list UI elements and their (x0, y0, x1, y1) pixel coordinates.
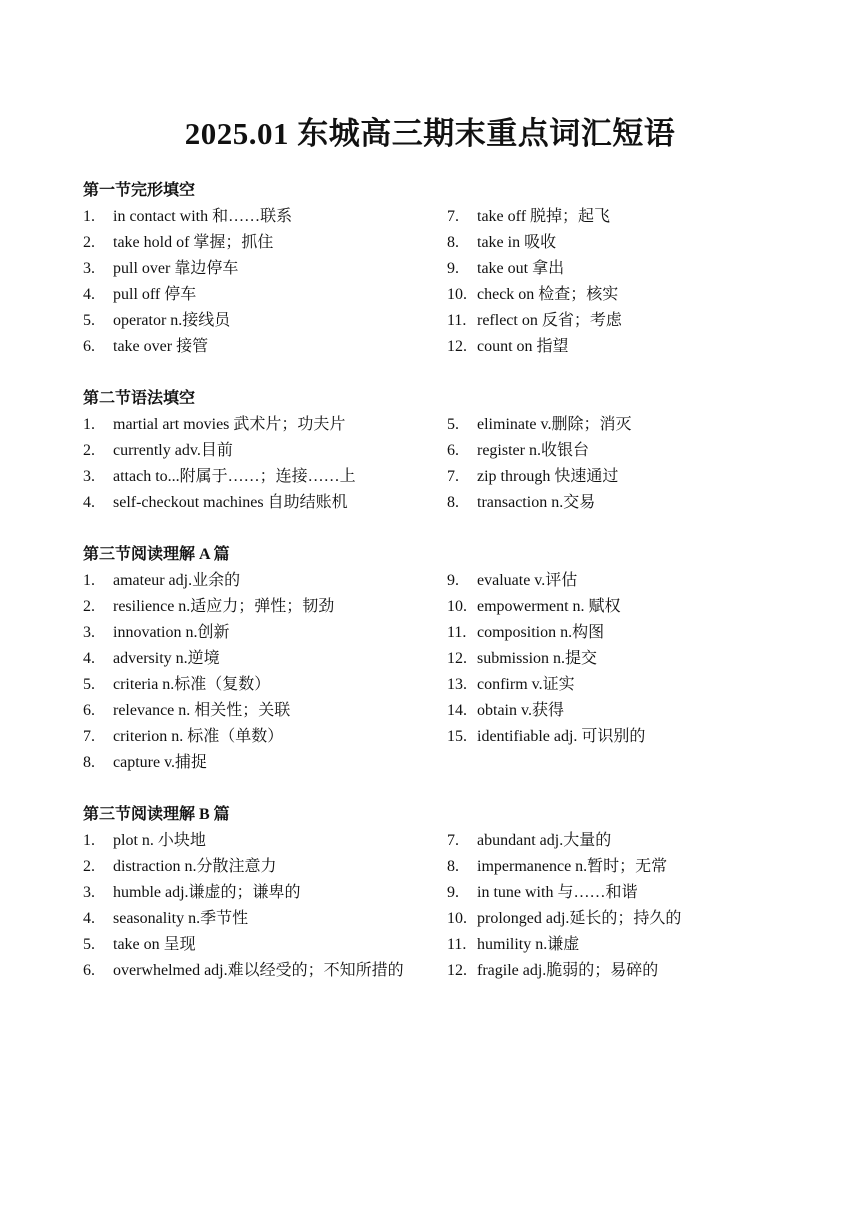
item-number: 8. (447, 234, 459, 251)
item-text: innovation n.创新 (113, 624, 230, 641)
list-item (447, 880, 787, 906)
list-item (83, 672, 423, 698)
item-number: 2. (83, 234, 95, 251)
list-item (447, 438, 787, 464)
item-text: count on 指望 (477, 338, 569, 355)
list-item (83, 204, 423, 230)
item-number: 12. (447, 650, 467, 667)
item-text: martial art movies 武术片；功夫片 (113, 416, 346, 433)
list-item (447, 828, 787, 854)
section-1 (83, 178, 783, 355)
item-text: take out 拿出 (477, 260, 565, 277)
list-item (83, 230, 423, 256)
list-item (447, 412, 787, 438)
list-item (83, 854, 423, 880)
item-number: 2. (83, 442, 95, 459)
section-3 (83, 542, 783, 771)
list-item (447, 594, 787, 620)
item-text: composition n.构图 (477, 624, 605, 641)
list-item (447, 698, 787, 724)
list-item (83, 880, 423, 906)
item-text: in contact with 和……联系 (113, 208, 293, 225)
item-text: take hold of 掌握；抓住 (113, 234, 274, 251)
item-number: 6. (83, 702, 95, 719)
section-4 (83, 802, 783, 979)
item-text: pull over 靠边停车 (113, 260, 239, 277)
item-number: 4. (83, 650, 95, 667)
item-number: 5. (83, 676, 95, 693)
list-item (447, 334, 787, 360)
section-heading: 第三节阅读理解 B 篇 (83, 806, 230, 823)
list-item (83, 308, 423, 334)
item-text: abundant adj.大量的 (477, 832, 612, 849)
item-text: take in 吸收 (477, 234, 557, 251)
right-column (447, 204, 787, 360)
item-number: 1. (83, 416, 95, 433)
item-number: 12. (447, 338, 467, 355)
item-number: 4. (83, 286, 95, 303)
item-text: seasonality n.季节性 (113, 910, 249, 927)
item-number: 1. (83, 208, 95, 225)
item-number: 2. (83, 598, 95, 615)
item-number: 11. (447, 936, 467, 953)
item-text: identifiable adj. 可识别的 (477, 728, 646, 745)
item-number: 3. (83, 260, 95, 277)
list-item (447, 256, 787, 282)
item-text: check on 检查；核实 (477, 286, 619, 303)
item-number: 6. (83, 962, 95, 979)
item-text: obtain v.获得 (477, 702, 564, 719)
list-item (83, 698, 423, 724)
item-number: 5. (83, 936, 95, 953)
item-number: 8. (447, 494, 459, 511)
list-item (447, 724, 787, 750)
left-column (83, 204, 423, 360)
list-item (83, 282, 423, 308)
list-item (83, 620, 423, 646)
item-text: overwhelmed adj.难以经受的；不知所措的 (113, 962, 404, 979)
item-text: prolonged adj.延长的；持久的 (477, 910, 682, 927)
item-text: plot n. 小块地 (113, 832, 206, 849)
item-number: 8. (447, 858, 459, 875)
item-text: distraction n.分散注意力 (113, 858, 277, 875)
item-number: 7. (447, 832, 459, 849)
item-text: impermanence n.暂时；无常 (477, 858, 668, 875)
list-item (83, 438, 423, 464)
item-text: empowerment n. 赋权 (477, 598, 621, 615)
item-number: 6. (83, 338, 95, 355)
list-item (83, 568, 423, 594)
item-number: 5. (447, 416, 459, 433)
item-number: 10. (447, 598, 467, 615)
right-column (447, 568, 787, 750)
list-item (447, 906, 787, 932)
list-item (83, 828, 423, 854)
item-number: 5. (83, 312, 95, 329)
item-number: 9. (447, 884, 459, 901)
left-column (83, 412, 423, 516)
right-column (447, 828, 787, 984)
list-item (83, 594, 423, 620)
item-number: 8. (83, 754, 95, 771)
item-number: 3. (83, 624, 95, 641)
item-number: 1. (83, 572, 95, 589)
list-item (83, 256, 423, 282)
item-text: zip through 快速通过 (477, 468, 619, 485)
list-item (83, 412, 423, 438)
item-number: 12. (447, 962, 467, 979)
item-number: 3. (83, 884, 95, 901)
item-number: 3. (83, 468, 95, 485)
item-number: 1. (83, 832, 95, 849)
left-column (83, 828, 423, 984)
item-text: relevance n. 相关性；关联 (113, 702, 291, 719)
item-text: resilience n.适应力；弹性；韧劲 (113, 598, 335, 615)
item-text: currently adv.目前 (113, 442, 233, 459)
item-text: take off 脱掉；起飞 (477, 208, 611, 225)
section-heading: 第一节完形填空 (83, 182, 196, 199)
item-text: amateur adj.业余的 (113, 572, 241, 589)
list-item (447, 490, 787, 516)
list-item (447, 464, 787, 490)
item-text: submission n.提交 (477, 650, 598, 667)
item-number: 7. (83, 728, 95, 745)
list-item (83, 958, 423, 984)
list-item (83, 646, 423, 672)
item-text: criterion n. 标准（单数） (113, 728, 284, 745)
item-number: 13. (447, 676, 467, 693)
item-number: 4. (83, 910, 95, 927)
item-number: 9. (447, 260, 459, 277)
left-column (83, 568, 423, 776)
item-text: in tune with 与……和谐 (477, 884, 638, 901)
item-text: pull off 停车 (113, 286, 197, 303)
item-text: adversity n.逆境 (113, 650, 220, 667)
list-item (447, 958, 787, 984)
list-item (83, 464, 423, 490)
item-text: transaction n.交易 (477, 494, 596, 511)
list-item (447, 932, 787, 958)
item-text: confirm v.证实 (477, 676, 575, 693)
list-item (83, 750, 423, 776)
item-text: criteria n.标准（复数） (113, 676, 271, 693)
item-text: take on 呈现 (113, 936, 196, 953)
list-item (83, 932, 423, 958)
item-text: attach to...附属于……；连接……上 (113, 468, 356, 485)
item-number: 9. (447, 572, 459, 589)
item-text: register n.收银台 (477, 442, 589, 459)
item-text: operator n.接线员 (113, 312, 231, 329)
item-text: evaluate v.评估 (477, 572, 578, 589)
list-item (447, 204, 787, 230)
list-item (83, 334, 423, 360)
item-number: 11. (447, 624, 467, 641)
list-item (447, 854, 787, 880)
item-number: 7. (447, 208, 459, 225)
right-column (447, 412, 787, 516)
list-item (83, 490, 423, 516)
item-text: self-checkout machines 自助结账机 (113, 494, 348, 511)
list-item (447, 646, 787, 672)
list-item (83, 906, 423, 932)
item-text: reflect on 反省；考虑 (477, 312, 622, 329)
item-number: 7. (447, 468, 459, 485)
list-item (447, 282, 787, 308)
list-item (447, 672, 787, 698)
list-item (447, 230, 787, 256)
item-number: 10. (447, 286, 467, 303)
item-number: 15. (447, 728, 467, 745)
list-item (447, 568, 787, 594)
item-number: 2. (83, 858, 95, 875)
item-text: take over 接管 (113, 338, 209, 355)
section-2 (83, 386, 783, 511)
item-text: fragile adj.脆弱的；易碎的 (477, 962, 659, 979)
item-text: capture v.捕捉 (113, 754, 208, 771)
item-number: 6. (447, 442, 459, 459)
item-number: 4. (83, 494, 95, 511)
item-text: humble adj.谦虚的；谦卑的 (113, 884, 301, 901)
list-item (447, 308, 787, 334)
item-number: 14. (447, 702, 467, 719)
item-text: eliminate v.删除；消灭 (477, 416, 632, 433)
item-number: 10. (447, 910, 467, 927)
item-text: humility n.谦虚 (477, 936, 580, 953)
page-title: 2025.01 东城高三期末重点词汇短语 (184, 116, 676, 151)
item-number: 11. (447, 312, 467, 329)
section-heading: 第三节阅读理解 A 篇 (83, 546, 230, 563)
section-heading: 第二节语法填空 (83, 390, 196, 407)
list-item (83, 724, 423, 750)
list-item (447, 620, 787, 646)
